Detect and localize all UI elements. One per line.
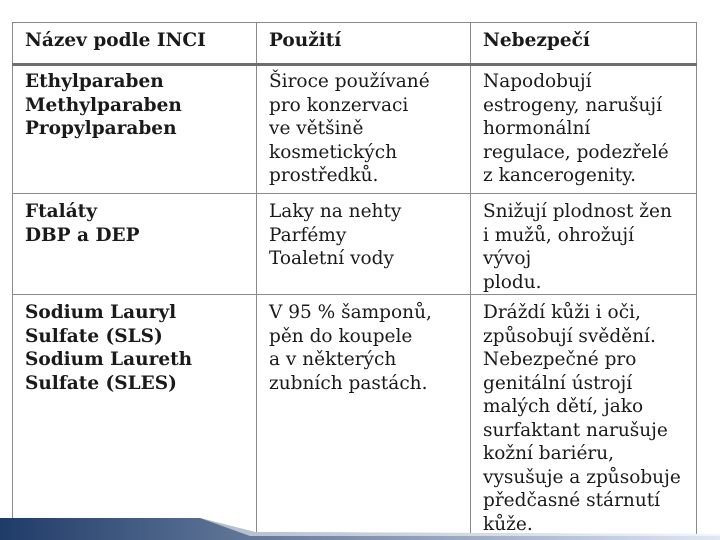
cell-inci-name: Ftaláty DBP a DEP <box>13 194 257 295</box>
header-danger: Nebezpečí <box>471 23 697 65</box>
ingredients-table <box>12 22 697 537</box>
header-inci-name: Název podle INCI <box>13 23 257 65</box>
header-usage: Použití <box>257 23 471 65</box>
cell-danger: Napodobují estrogeny, narušují hormonální regulace, podezřelé z kancerogenity. <box>471 65 697 194</box>
header-row <box>13 23 697 65</box>
cell-danger: Snižují plodnost žen i mužů, ohrožují vývoj plodu. <box>471 194 697 295</box>
footer-swoosh-highlight <box>200 518 720 536</box>
table-header <box>13 23 697 65</box>
cell-usage: Široce používané pro konzervaci ve většině kosmetických prostředků. <box>257 65 471 194</box>
table-row <box>13 295 697 537</box>
cell-usage: V 95 % šamponů, pěn do koupele a v některých zubních pastách. <box>257 295 471 537</box>
decorative-footer-bar <box>0 518 720 540</box>
table-row <box>13 65 697 194</box>
table-row <box>13 194 697 295</box>
cell-usage: Laky na nehty Parfémy Toaletní vody <box>257 194 471 295</box>
cell-inci-name: Ethylparaben Methylparaben Propylparaben <box>13 65 257 194</box>
cell-danger: Dráždí kůži i oči, způsobují svědění. Nebezpečné pro genitální ústrojí malých dětí, jako surfaktant narušuje kožní bariéru, vysušuje a způsobuje předčasné stárnutí kůže. <box>471 295 697 537</box>
table-body <box>13 65 697 537</box>
cell-inci-name: Sodium Lauryl Sulfate (SLS) Sodium Laureth Sulfate (SLES) <box>13 295 257 537</box>
footer-swoosh-shape <box>0 518 720 540</box>
